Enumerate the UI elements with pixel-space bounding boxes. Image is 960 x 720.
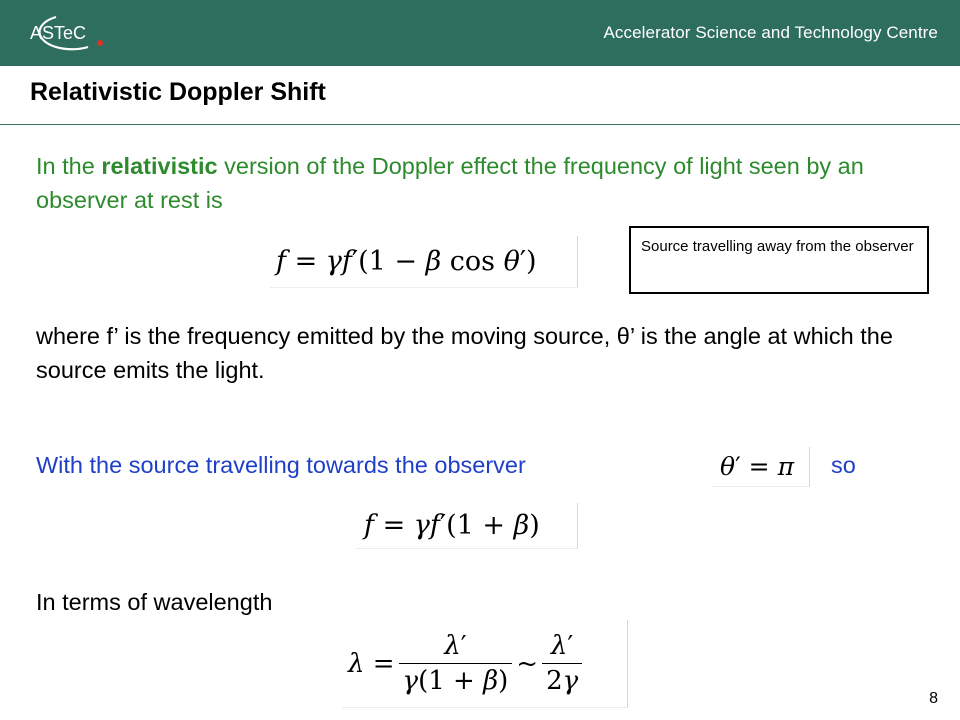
intro-bold-word: relativistic [101,153,218,179]
astec-logo [16,14,108,52]
title-divider [0,124,960,125]
page-number: 8 [929,690,938,707]
logo-dot [97,40,103,46]
logo-text: ASTeC [30,23,87,43]
intro-text-end: version of the Doppler effect the frequency of light seen by an observer at rest is [36,153,864,213]
so-text: so [831,452,856,478]
fraction-2: $\frac{\lambda'}{2\gamma}$ [542,631,582,696]
header-bar [0,0,960,66]
org-name: Accelerator Science and Technology Centre [603,23,938,42]
equation-doppler-general: f = γf ′(1 − β cos θ ′) [270,236,578,288]
wavelength-text: In terms of wavelength [36,589,273,615]
slide-title: Relativistic Doppler Shift [30,78,326,106]
note-box: Source travelling away from the observer [629,226,929,294]
towards-observer-text: With the source travelling towards the observer [36,452,526,478]
intro-paragraph [36,149,916,217]
equation-wavelength: λ = $\frac{\lambda'}{\gamma(1 + \beta)}$ ~ $\frac{\lambda'}{2\gamma}$ [342,620,628,708]
intro-text-start: In the [36,153,102,179]
equation-doppler-towards: f = γf ′(1 + β ) [356,503,578,549]
definition-paragraph: where f’ is the frequency emitted by the moving source, θ’ is the angle at which the source emits the light. [36,323,893,383]
equation-theta-pi: θ ′ = π [712,447,810,487]
fraction-1: $\frac{\lambda'}{\gamma(1 + \beta)}$ [399,631,513,696]
